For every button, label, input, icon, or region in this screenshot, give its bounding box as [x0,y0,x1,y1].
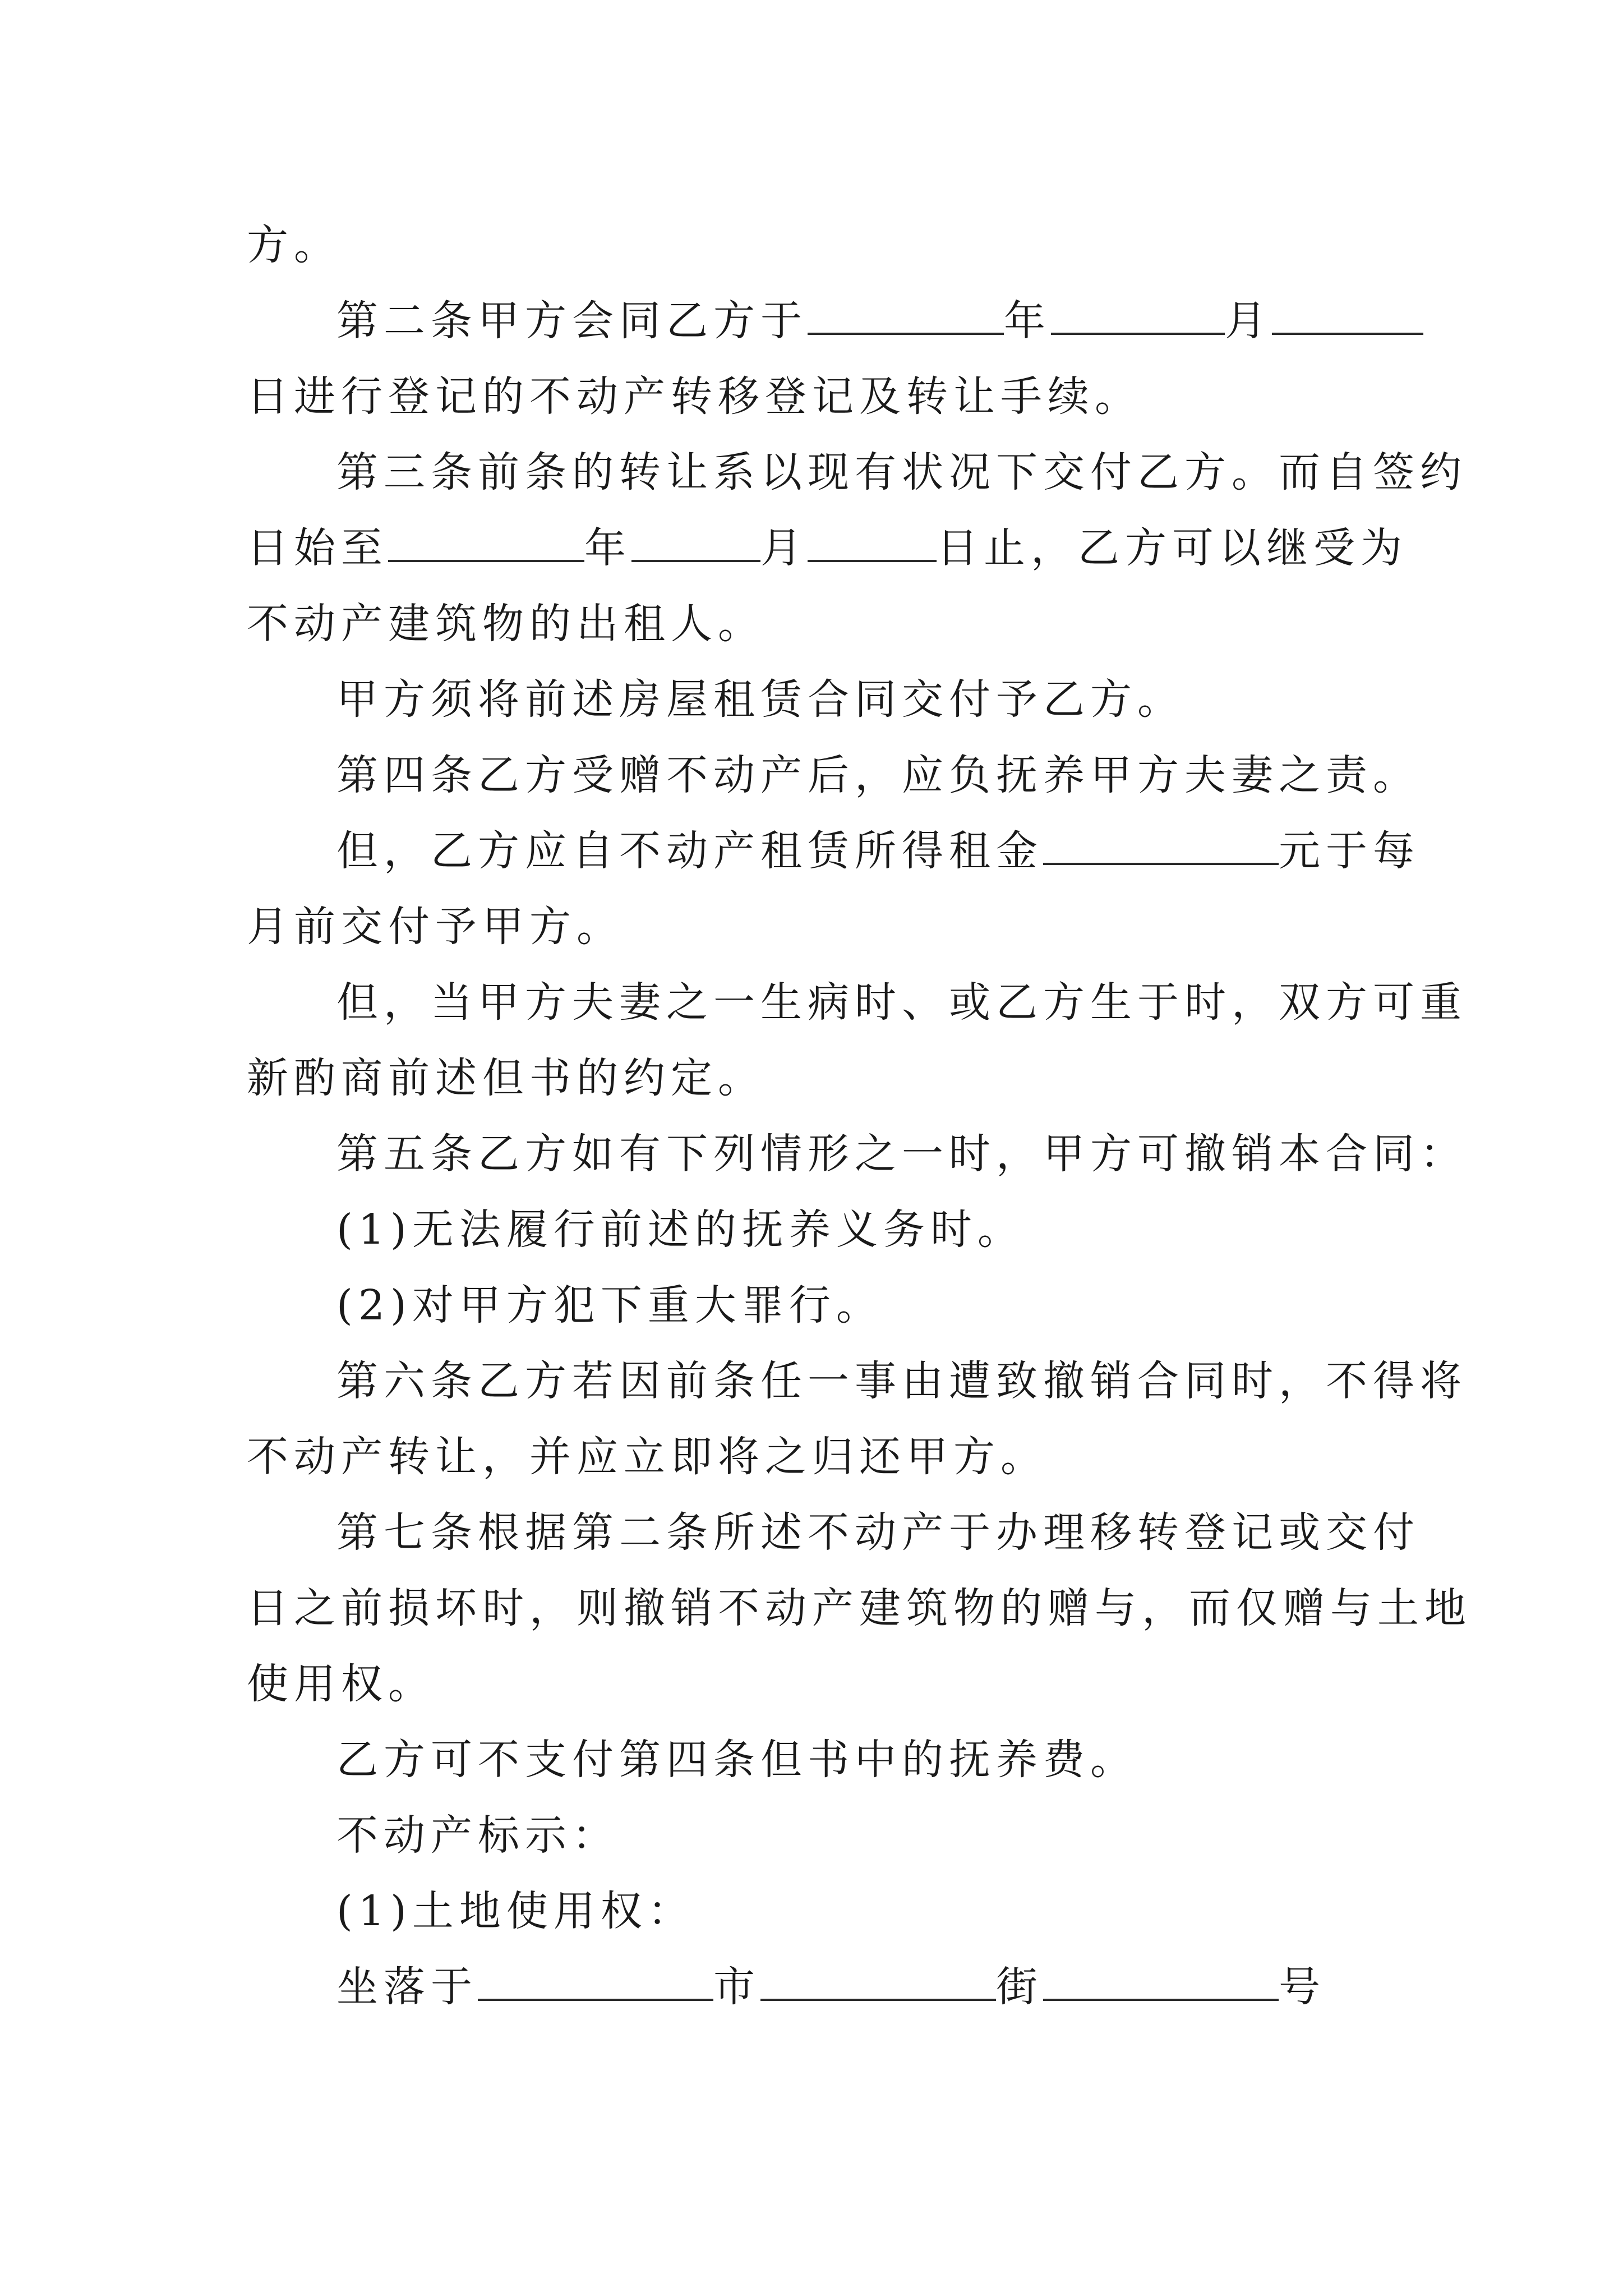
day-blank[interactable] [1272,298,1423,335]
month-blank[interactable] [631,525,760,562]
article-2-line-1 [247,283,1391,359]
article-2-text: 第二条甲方会同乙方于 [336,297,808,345]
property-label: 不动产标示： [336,1811,619,1860]
article-3-line-2 [247,510,1408,586]
street-label: 街 [996,1963,1043,2011]
year-blank[interactable] [808,298,1004,335]
article-5: 第五条乙方如有下列情形之一时，甲方可撤销本合同： [336,1130,1467,1178]
land-use-right-label: (1)土地使用权： [336,1887,695,1935]
article-3-text: 日止，乙方可以继受为 [937,524,1408,572]
article-6-line-1: 第六条乙方若因前条任一事由遭致撤销合同时，不得将 [336,1357,1467,1405]
number-blank[interactable] [1043,1964,1279,2001]
date-start-text: 日始至 [247,524,388,572]
day-blank[interactable] [808,525,937,562]
proviso-2-line-2: 新酌商前述但书的约定。 [247,1054,765,1102]
proviso-2-line-1: 但，当甲方夫妻之一生病时、或乙方生于时，双方可重 [336,978,1467,1027]
article-2-line-2: 日进行登记的不动产转移登记及转让手续。 [247,372,1142,421]
contract-page [247,208,1472,2025]
location-text: 坐落于 [336,1963,478,2011]
text-line: 方。 [247,221,341,269]
year-label: 年 [1004,297,1051,345]
location-line [247,1949,1391,2025]
article-3-line-1: 第三条前条的转让系以现有状况下交付乙方。而自签约 [336,448,1467,496]
proviso-1-unit: 元于每 [1279,827,1420,875]
street-blank[interactable] [760,1964,996,2001]
fee-paragraph: 乙方可不支付第四条但书中的抚养费。 [336,1736,1137,1784]
article-5-item-2: (2)对甲方犯下重大罪行。 [336,1281,883,1329]
number-label: 号 [1279,1963,1326,2011]
article-3-line-3: 不动产建筑物的出租人。 [247,600,765,648]
proviso-1-line-2: 月前交付予甲方。 [247,903,624,951]
article-5-item-1: (1)无法履行前述的抚养义务时。 [336,1205,1025,1254]
month-label: 月 [1225,297,1272,345]
year-blank[interactable] [388,525,584,562]
article-7-line-1: 第七条根据第二条所述不动产于办理移转登记或交付 [336,1508,1420,1557]
city-label: 市 [713,1963,760,2011]
month-label: 月 [760,524,808,572]
article-6-line-2: 不动产转让，并应立即将之归还甲方。 [247,1433,1048,1481]
proviso-1-line-1 [247,813,1420,889]
article-7-line-2: 日之前损坏时，则撤销不动产建筑物的赠与，而仅赠与土地 [247,1584,1472,1632]
year-label: 年 [584,524,631,572]
article-7-line-3: 使用权。 [247,1660,435,1708]
proviso-1-text: 但，乙方应自不动产租赁所得租金 [336,827,1043,875]
rent-amount-blank[interactable] [1043,828,1279,865]
month-blank[interactable] [1051,298,1225,335]
city-blank[interactable] [478,1964,713,2001]
article-4: 第四条乙方受赠不动产后，应负抚养甲方夫妻之责。 [336,751,1420,799]
lease-paragraph: 甲方须将前述房屋租赁合同交付予乙方。 [336,675,1184,724]
